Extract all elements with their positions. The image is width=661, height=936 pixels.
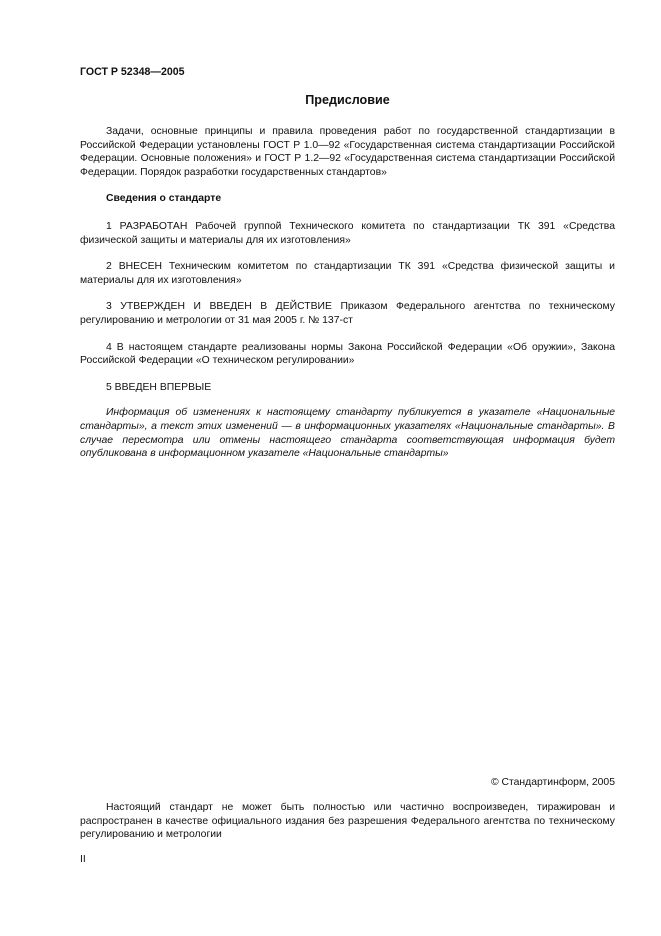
rights-notice: Настоящий стандарт не может быть полностью или частично воспроизведен, тиражирован и распространен в качестве официального издания без разрешения Федерального агентства по техническому регулированию и метрологии [80, 802, 615, 841]
document-header-id: ГОСТ Р 52348—2005 [80, 66, 185, 78]
info-item-5: 5 ВВЕДЕН ВПЕРВЫЕ [106, 381, 212, 393]
info-heading: Сведения о стандарте [106, 193, 222, 205]
info-item-1: 1 РАЗРАБОТАН Рабочей группой Технического комитета по стандартизации ТК 391 «Средства физической защиты и материалы для их изготовления» [80, 220, 615, 246]
intro-paragraph: Задачи, основные принципы и правила проведения работ по государственной стандартизации в Российской Федерации установлены ГОСТ Р 1.0—92 «Государственная система стандартизации Российской Федерации. Основные положения» и ГОСТ Р 1.2—92 «Государственная система стандартизации Российской Федерации. Порядок разработки государственных стандартов» [80, 126, 615, 178]
copyright-line: © Стандартинформ, 2005 [490, 777, 615, 788]
changes-notice: Информация об изменениях к настоящему стандарту публикуется в указателе «Национальные стандарты», а текст этих изменений — в информационных указателях «Национальные стандарты». В случае пересмотра или отмены настоящего стандарта соответствующая информация будет опубликована в информационном указателе «Национальные стандарты» [80, 407, 615, 460]
info-item-2: 2 ВНЕСЕН Техническим комитетом по стандартизации ТК 391 «Средства физической защиты и материалы для их изготовления» [80, 261, 615, 286]
preface-content [80, 125, 615, 474]
page-title: Предисловие [305, 93, 390, 107]
info-item-3: 3 УТВЕРЖДЕН И ВВЕДЕН В ДЕЙСТВИЕ Приказом Федерального агентства по техническому регулированию и метрологии от 31 мая 2005 г. № 137-ст [80, 301, 615, 326]
page-number: II [80, 854, 86, 865]
info-item-4: 4 В настоящем стандарте реализованы нормы Закона Российской Федерации «Об оружии», Закона Российской Федерации «О техническом регулировании» [80, 341, 615, 367]
